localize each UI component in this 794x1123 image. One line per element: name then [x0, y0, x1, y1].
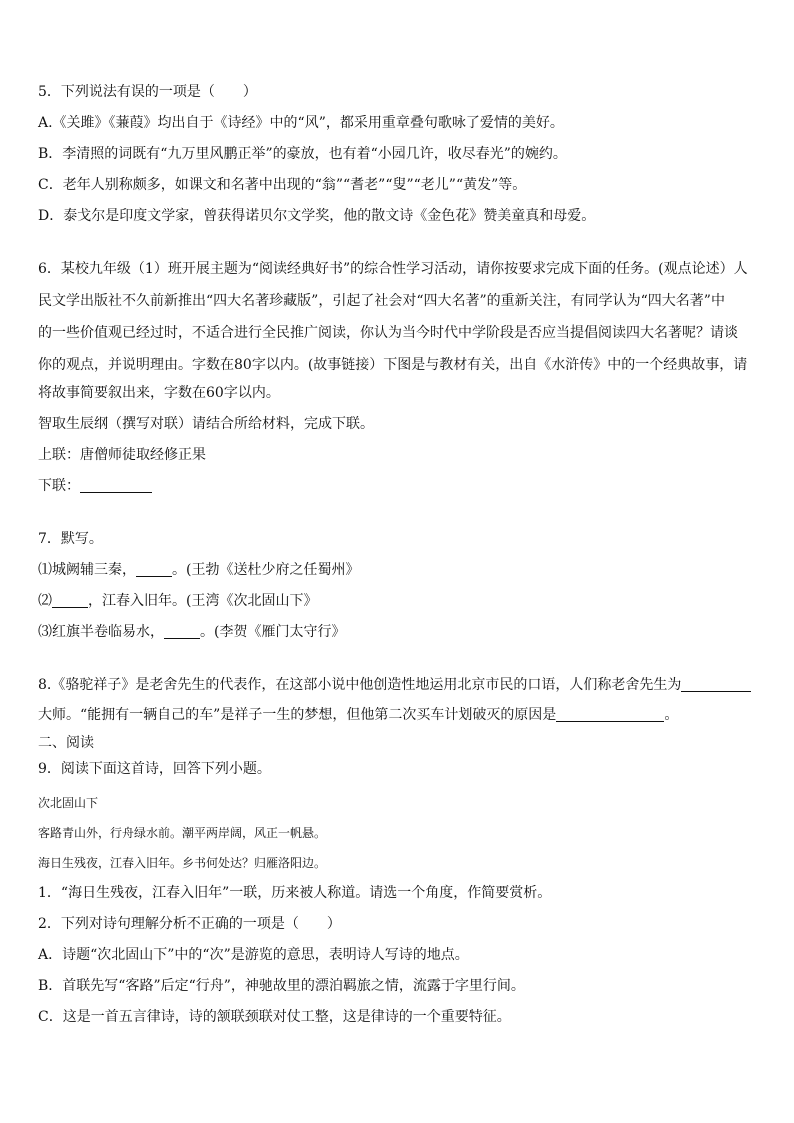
q8-line-2-end: 。: [664, 707, 679, 723]
q7-item-1-suffix: 。(王勃《送杜少府之任蜀州》: [172, 562, 360, 578]
q7-item-3: [38, 623, 758, 641]
q7-item-2-blank[interactable]: [52, 593, 88, 608]
q6-line-3: 的一些价值观已经过时，不适合进行全民推广阅读，你认为当今时代中学阶段是否应当提倡阅读四大名著呢？请谈: [38, 325, 738, 341]
q7-item-1: [38, 561, 758, 579]
q6-lower-couplet-label: 下联：: [38, 478, 80, 494]
q6-line-4: 你的观点，并说明理由。字数在80字以内。(故事链接）下图是与教材有关，出自《水浒传》中的一个经典故事，请: [38, 357, 748, 373]
poem-line-2: 海日生残夜，江春入旧年。乡书何处达？归雁洛阳边。: [38, 856, 327, 870]
q5-option-d: D．泰戈尔是印度文学家，曾获得诺贝尔文学奖，他的散文诗《金色花》赞美童真和母爱。: [38, 208, 596, 224]
q7-item-3-prefix: ⑶红旗半卷临易水，: [38, 624, 164, 640]
q7-item-2-suffix: ，江春入旧年。(王湾《次北固山下》: [88, 593, 318, 609]
q8-line-1-text: 8.《骆驼祥子》是老舍先生的代表作，在这部小说中他创造性地运用北京市民的口语，人们称老舍先生为: [38, 677, 682, 693]
q6-line-1: 6．某校九年级（1）班开展主题为“阅读经典好书”的综合性学习活动，请你按要求完成下面的任务。(观点论述）人: [38, 261, 748, 277]
q9-option-a: A．诗题“次北固山下”中的“次”是游览的意思，表明诗人写诗的地点。: [38, 947, 469, 963]
q7-item-1-prefix: ⑴城阙辅三秦，: [38, 562, 136, 578]
q5-option-b: B．李清照的词既有“九万里风鹏正举”的豪放，也有着“小园几许，收尽春光”的婉约。: [38, 146, 567, 162]
q6-line-8: [38, 477, 758, 495]
q8-line-2: [38, 706, 758, 724]
q7-item-3-blank[interactable]: [164, 624, 200, 639]
q7-item-1-blank[interactable]: [136, 562, 172, 577]
q6-answer-blank[interactable]: [80, 478, 152, 493]
q8-line-1: [38, 676, 758, 694]
q5-stem: 5．下列说法有误的一项是（ ）: [38, 84, 257, 100]
q5-option-c: C．老年人别称颇多，如课文和名著中出现的“翁”“耆老”“叟”“老儿”“黄发”等。: [38, 177, 527, 193]
q9-sub-question-1: 1．“海日生残夜，江春入旧年”一联，历来被人称道。请选一个角度，作简要赏析。: [38, 885, 552, 901]
q7-item-3-suffix: 。(李贺《雁门太守行》: [200, 624, 346, 640]
poem-title: 次北固山下: [38, 796, 99, 810]
q8-blank-2[interactable]: [556, 707, 664, 722]
q8-blank-1[interactable]: [681, 677, 751, 692]
q6-line-2: 民文学出版社不久前新推出“四大名著珍藏版”，引起了社会对“四大名著”的重新关注，有同学认为“四大名著”中: [38, 293, 725, 309]
q7-stem: 7．默写。: [38, 531, 103, 547]
q7-item-2-prefix: ⑵: [38, 593, 52, 609]
q9-option-c: C．这是一首五言律诗，诗的颔联颈联对仗工整，这是律诗的一个重要特征。: [38, 1009, 511, 1025]
section-heading: 二、阅读: [38, 735, 94, 751]
q6-line-7: 上联：唐僧师徒取经修正果: [38, 447, 206, 463]
q8-line-2-text: 大师。“能拥有一辆自己的车”是祥子一生的梦想，但他第二次买车计划破灭的原因是: [38, 707, 557, 723]
q7-item-2: [38, 592, 758, 610]
q9-stem: 9．阅读下面这首诗，回答下列小题。: [38, 761, 271, 777]
q5-option-a: A.《关雎》《蒹葭》均出自于《诗经》中的“风”，都采用重章叠句歌咏了爱情的美好。: [38, 115, 564, 131]
q9-sub-question-2: 2．下列对诗句理解分析不正确的一项是（ ）: [38, 916, 341, 932]
q9-option-b: B．首联先写“客路”后定“行舟”，神驰故里的漂泊羁旅之情，流露于字里行间。: [38, 978, 525, 994]
q6-line-6: 智取生辰纲（撰写对联）请结合所给材料，完成下联。: [38, 416, 374, 432]
q6-line-5: 将故事简要叙出来，字数在60字以内。: [38, 385, 280, 401]
poem-line-1: 客路青山外，行舟绿水前。潮平两岸阔，风正一帆悬。: [38, 826, 327, 840]
